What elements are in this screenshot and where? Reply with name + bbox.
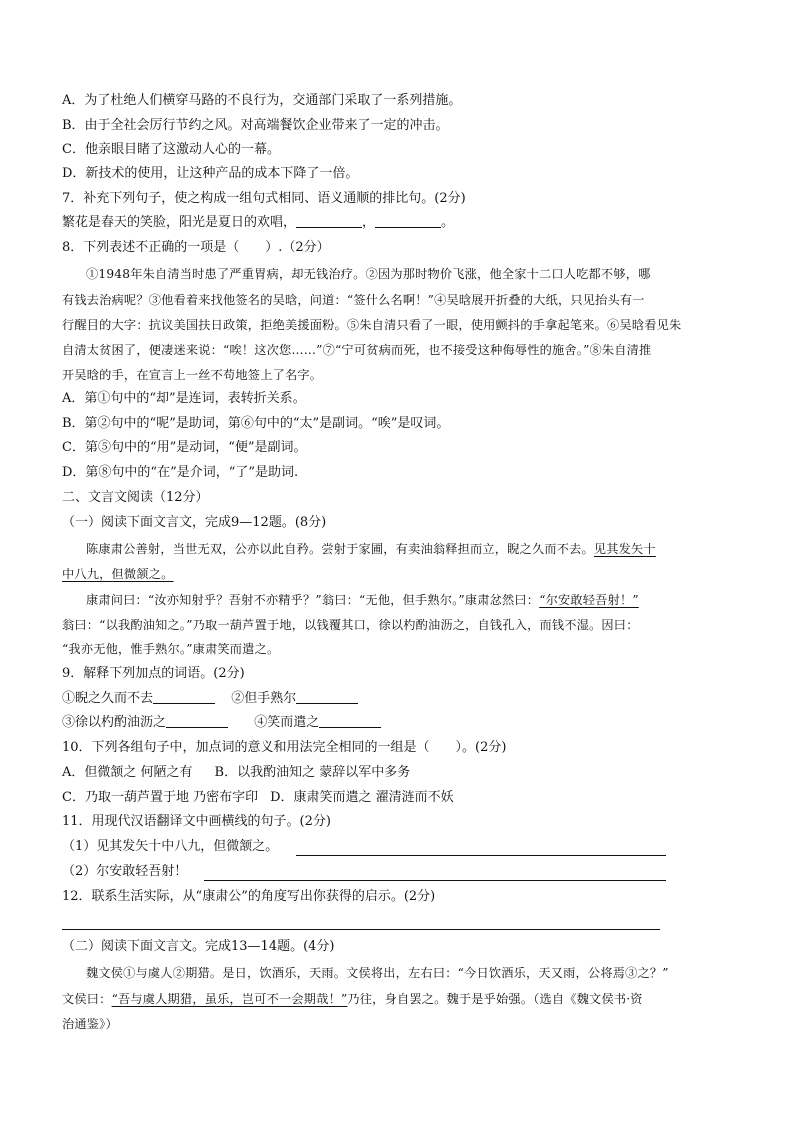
q8-passage-line: 自清太贫困了，便凄迷来说：“唉！这次您……”⑦“宁可贫病而死，也不接受这种侮辱性的施舍。”⑧朱自清推 xyxy=(62,343,652,357)
q10-option-c: C．乃取一葫芦置于地 乃密布字印 xyxy=(62,790,259,805)
q8-passage-line: ①1948年朱自清当时患了严重胃病，却无钱治疗。②因为那时物价飞涨，他全家十二口人吃都不够，哪 xyxy=(86,267,651,281)
q10-option-b: B．以我酌油知之 蒙辞以军中多务 xyxy=(214,765,411,780)
q11-item-1: （1）见其发矢十中八九，但微颔之。 xyxy=(62,839,279,854)
q9-item-2: ②但手熟尔 xyxy=(231,691,297,706)
q11-stem: 11．用现代汉语翻译文中画横线的句子。(2分) xyxy=(62,814,331,829)
q9-answer-blank-1[interactable] xyxy=(153,690,215,704)
classical-text-line: “我亦无他，惟手熟尔。”康肃笑而遣之。 xyxy=(62,642,280,656)
q7-stem: 7．补充下列句子，使之构成一组句式相同、语义通顺的排比句。(2分) xyxy=(62,191,466,206)
q9-answer-blank-3[interactable] xyxy=(166,714,228,728)
q9-answer-blank-4[interactable] xyxy=(319,714,381,728)
q11-answer-line-2[interactable] xyxy=(204,880,666,881)
classical-text-line xyxy=(62,565,174,583)
section-title: 二、文言文阅读（12分） xyxy=(62,490,209,505)
q9-row-2 xyxy=(62,714,381,732)
q7-sentence xyxy=(62,214,454,232)
q6-option-a: A．为了杜绝人们横穿马路的不良行为，交通部门采取了一系列措施。 xyxy=(62,93,462,108)
classical-text-line xyxy=(62,990,643,1008)
q11-item-2: （2）尔安敢轻吾射！ xyxy=(62,864,188,879)
q6-option-d: D．新技术的使用，让这种产品的成本下降了一倍。 xyxy=(62,166,359,181)
q6-option-b: B．由于全社会厉行节约之风。对高端餐饮企业带来了一定的冲击。 xyxy=(62,118,449,133)
q11-answer-line-1[interactable] xyxy=(296,855,666,856)
q10-row-1 xyxy=(62,764,410,782)
q9-item-3: ③徐以杓酌油沥之 xyxy=(62,715,167,730)
classical-text-plain: 文侯曰： xyxy=(62,992,112,1006)
q7-separator: ， xyxy=(362,215,376,230)
underlined-sentence: “吾与虞人期猎，虽乐，岂可不一会期哉！” xyxy=(111,992,348,1006)
classical-text-line xyxy=(86,591,639,609)
part1-title: （一）阅读下面文言文，完成9—12题。(8分) xyxy=(62,515,327,530)
q8-stem: 8．下列表述不正确的一项是（ ）.（2分） xyxy=(62,240,330,255)
classical-text-line: 魏文侯①与虞人②期猎。是日，饮酒乐，天雨。文侯将出，左右曰：“今日饮酒乐，天又雨，公将焉③之？” xyxy=(86,966,669,980)
q9-answer-blank-2[interactable] xyxy=(296,690,358,704)
q8-option-c: C．第⑤句中的“用”是动词，“便”是副词。 xyxy=(62,440,307,455)
classical-text-line: 翁曰：“以我酌油知之。”乃取一葫芦置于地，以钱覆其口，徐以杓酌油沥之，自钱孔入，而钱不湿。因曰： xyxy=(62,618,639,632)
classical-text-plain: 陈康肃公善射，当世无双，公亦以此自矜。尝射于家圃，有卖油翁释担而立，睨之久而不去。 xyxy=(86,542,594,556)
classical-text-line xyxy=(86,540,656,558)
q7-blank-2[interactable] xyxy=(375,214,441,228)
q8-option-b: B．第②句中的“呢”是助词，第⑥句中的“太”是副词。“唉”是叹词。 xyxy=(62,416,450,431)
underlined-sentence: 中八九，但微颔之。 xyxy=(62,567,174,581)
q10-option-a: A．但微颔之 何陋之有 xyxy=(62,765,193,780)
q7-blank-1[interactable] xyxy=(296,214,362,228)
q6-option-c: C．他亲眼目睹了这激动人心的一幕。 xyxy=(62,142,280,157)
q8-passage-line: 行醒目的大字：抗议美国扶日政策，拒绝美援面粉。⑤朱自清只看了一眼，使用颤抖的手拿起笔来。⑥吴晗看见朱 xyxy=(62,318,682,332)
q12-stem: 12．联系生活实际，从“康肃公”的角度写出你获得的启示。(2分) xyxy=(62,889,436,904)
q10-row-2 xyxy=(62,789,454,807)
q9-item-4: ④笑而遣之 xyxy=(254,715,320,730)
q8-option-a: A．第①句中的“却”是连词，表转折关系。 xyxy=(62,391,306,406)
q9-item-1: ①睨之久而不去 xyxy=(62,691,154,706)
part2-title: （二）阅读下面文言文。完成13—14题。(4分) xyxy=(62,939,335,954)
classical-text-line: 治通鉴》） xyxy=(62,1017,118,1031)
q9-row-1 xyxy=(62,690,358,708)
q8-passage-line: 有钱去治病呢？③他看着来找他签名的吴晗，问道：“签什么名啊！”④吴晗展开折叠的大纸，只见抬头有一 xyxy=(62,293,645,307)
underlined-sentence: “尔安敢轻吾射！” xyxy=(539,593,639,607)
classical-text-plain: 康肃问曰：“汝亦知射乎？吾射不亦精乎？”翁曰：“无他，但手熟尔。”康肃忿然曰： xyxy=(86,593,540,607)
underlined-sentence: 见其发矢十 xyxy=(593,542,656,556)
q10-stem: 10．下列各组句子中，加点词的意义和用法完全相同的一组是（ ）。(2分) xyxy=(62,740,507,755)
q7-end: 。 xyxy=(441,215,455,230)
q9-stem: 9．解释下列加点的词语。(2分) xyxy=(62,666,245,681)
q8-passage-line: 开吴晗的手，在宣言上一丝不苟地签上了名字。 xyxy=(62,368,323,382)
q12-answer-line[interactable] xyxy=(62,929,660,930)
q10-option-d: D．康肃笑而遣之 濯清涟而不妖 xyxy=(270,790,454,805)
q7-sentence-prefix: 繁花是春天的笑脸，阳光是夏日的欢唱， xyxy=(62,215,297,230)
classical-text-plain: 乃往，身自罢之。魏于是乎始强。（选自《魏文侯书·资 xyxy=(347,992,643,1006)
q8-option-d: D．第⑧句中的“在”是介词，“了”是助词. xyxy=(62,465,299,480)
